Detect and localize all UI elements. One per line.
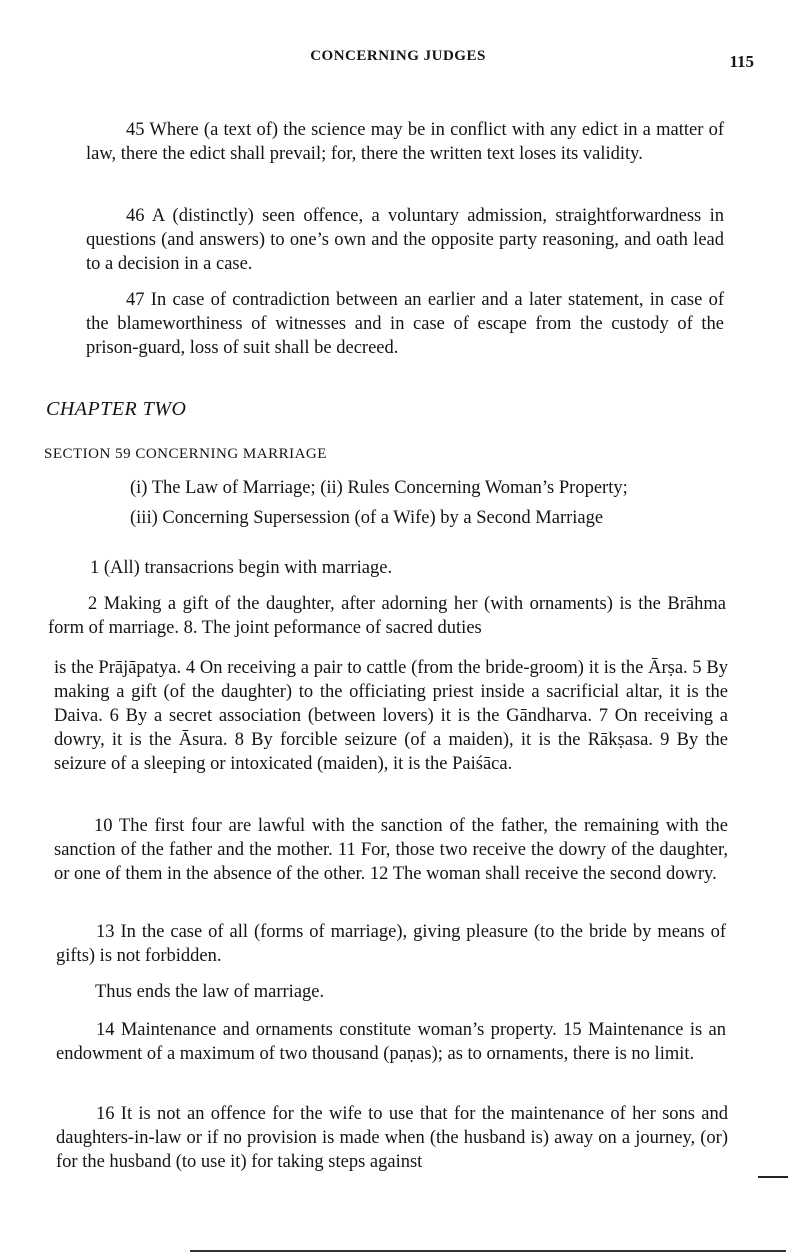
paragraph-46: 46 A (distinctly) seen offence, a voluntary admission, straightforwardness in questions (and answers) to one’s own and the opposite party reasoning, and oath lead to a decision in a case. (86, 206, 724, 274)
paragraph-1: 1 (All) transacrions begin with marriage. (90, 558, 393, 578)
section-topics-line-2: (iii) Concerning Supersession (of a Wife) by a Second Marriage (130, 508, 604, 528)
bottom-rule (190, 1250, 786, 1252)
paragraph-14-15: 14 Maintenance and ornaments constitute woman’s property. 15 Maintenance is an endowment of a maximum of two thousand (paṇas); as to ornaments, there is no limit. (56, 1020, 726, 1064)
running-head: CONCERNING JUDGES (310, 48, 486, 64)
chapter-title: CHAPTER TWO (46, 398, 187, 420)
margin-mark (758, 1176, 788, 1178)
paragraph-45: 45 Where (a text of) the science may be in conflict with any edict in a matter of law, there the edict shall prevail; for, there the written text loses its validity. (86, 120, 724, 164)
closing-line: Thus ends the law of marriage. (95, 982, 325, 1002)
paragraph-47: 47 In case of contradiction between an earlier and a later statement, in case of the blameworthiness of witnesses and in case of escape from the custody of the prison-guard, loss of suit shall be decreed. (86, 290, 724, 358)
page-number: 115 (729, 52, 754, 71)
section-topics-line-1: (i) The Law of Marriage; (ii) Rules Concerning Woman’s Property; (130, 478, 628, 498)
section-heading: SECTION 59 CONCERNING MARRIAGE (44, 446, 327, 462)
paragraph-10-12: 10 The first four are lawful with the sanction of the father, the remaining with the sanction of the father and the mother. 11 For, those two receive the dowry of the daughter, or one of them in the absence of the other. 12 The woman shall receive the second dowry. (54, 816, 728, 884)
paragraph-2: 2 Making a gift of the daughter, after adorning her (with ornaments) is the Brāhma form of marriage. 8. The joint peformance of sacred duties (48, 594, 726, 638)
paragraph-3-9: is the Prājāpatya. 4 On receiving a pair to cattle (from the bride-groom) it is the Ārṣa. 5 By making a gift (of the daughter) to the officiating priest inside a sacrificial altar, it is the Daiva. 6 By a secret association (between lovers) it is the Gāndharva. 7 On receiving a dowry, it is the Āsura. 8 By forcible seizure (of a maiden), it is the Rākṣasa. 9 By the seizure of a sleeping or intoxicated (maiden), it is the Paiśāca. (54, 658, 728, 774)
paragraph-16: 16 It is not an offence for the wife to use that for the maintenance of her sons and daughters-in-law or if no provision is made when (the husband is) away on a journey, (or) for the husband (to use it) for taking steps against (56, 1104, 728, 1172)
paragraph-13: 13 In the case of all (forms of marriage), giving pleasure (to the bride by means of gifts) is not forbidden. (56, 922, 726, 966)
